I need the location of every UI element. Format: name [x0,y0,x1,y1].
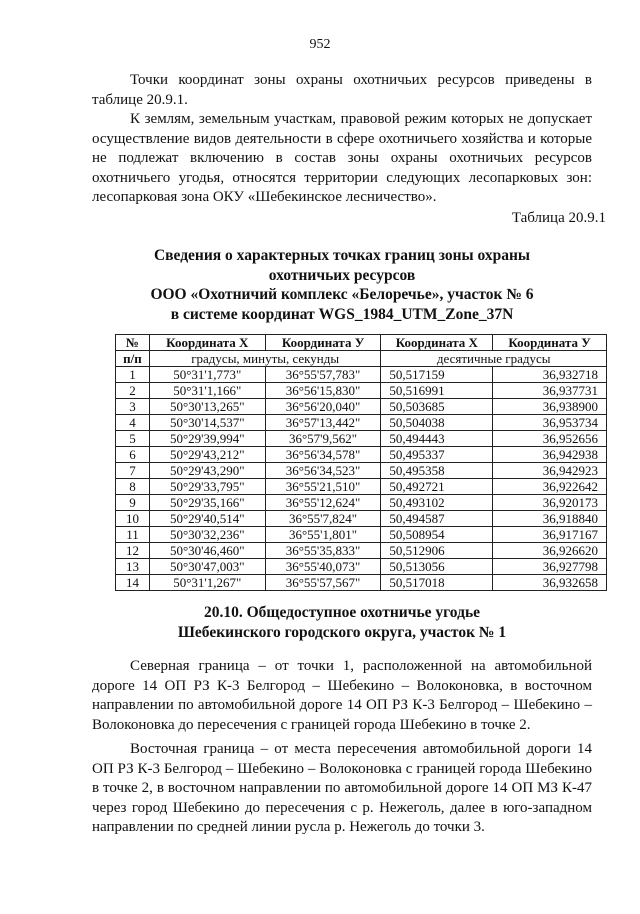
cell-y-dms: 36°56'34,578" [265,447,381,463]
table-row [116,511,607,527]
table-label: Таблица 20.9.1 [511,210,606,226]
table-row [116,479,607,495]
cell-x-decimal: 50,504038 [381,415,493,431]
section-text-1: Северная граница – от точки 1, расположенной на автомобильной дороге 14 ОП РЗ К-3 Белгород – Шебекино – Волоконовка, в восточном направлении по автомобильной дороге 14 ОП РЗ К-3 Белгород – Шебекино – Волоконовка до пересечения с границей города Шебекино в точке 2. [92,658,592,733]
cell-y-decimal: 36,917167 [493,527,607,543]
cell-x-decimal: 50,503685 [381,399,493,415]
cell-x-dms: 50°30'13,265" [149,399,265,415]
cell-y-dms: 36°55'40,073" [265,559,381,575]
cell-x-decimal: 50,494443 [381,431,493,447]
cell-x-decimal: 50,513056 [381,559,493,575]
table-title-line-1: Сведения о характерных точках границ зоны охраны [153,247,531,264]
section-paragraph-2 [92,740,592,838]
cell-y-decimal: 36,932718 [493,367,607,383]
section-title-line-1: 20.10. Общедоступное охотничье угодье [203,604,481,621]
cell-x-dms: 50°29'43,290" [149,463,265,479]
cell-y-decimal: 36,937731 [493,383,607,399]
intro-text-2: К землям, земельным участкам, правовой режим которых не допускает осуществление видов деятельности в сфере охотничьего хозяйства и которые не подлежат включению в состав зоны охраны охотничьих ресурсов охотничьего угодья, относятся территории следующих лесопарковых зон: лесопарковая зона ОКУ «Шебекинское лесничество». [92,111,592,205]
cell-x-decimal: 50,492721 [381,479,493,495]
cell-no: 4 [116,415,150,431]
cell-x-decimal: 50,512906 [381,543,493,559]
cell-y-dms: 36°57'9,562" [265,431,381,447]
cell-y-decimal: 36,927798 [493,559,607,575]
cell-y-decimal: 36,922642 [493,479,607,495]
intro-paragraph-1 [92,71,592,110]
coordinates-table [115,334,607,591]
cell-y-decimal: 36,938900 [493,399,607,415]
cell-no: 1 [116,367,150,383]
header-y-dms: Координата У [265,335,381,351]
header-x-decimal: Координата X [381,335,493,351]
table-row [116,575,607,591]
table-row [116,559,607,575]
cell-no: 10 [116,511,150,527]
table-title [92,246,592,324]
cell-y-dms: 36°55'7,824" [265,511,381,527]
table-row [116,447,607,463]
cell-y-decimal: 36,920173 [493,495,607,511]
cell-no: 9 [116,495,150,511]
table-row [116,527,607,543]
cell-no: 5 [116,431,150,447]
cell-x-decimal: 50,508954 [381,527,493,543]
cell-x-decimal: 50,493102 [381,495,493,511]
cell-x-decimal: 50,495358 [381,463,493,479]
cell-y-dms: 36°56'34,523" [265,463,381,479]
page-number: 952 [309,37,331,52]
cell-y-dms: 36°55'1,801" [265,527,381,543]
cell-y-dms: 36°55'57,783" [265,367,381,383]
table-row [116,367,607,383]
cell-x-dms: 50°29'43,212" [149,447,265,463]
table-row [116,543,607,559]
cell-y-dms: 36°55'35,833" [265,543,381,559]
cell-no: 8 [116,479,150,495]
intro-text-1: Точки координат зоны охраны охотничьих ресурсов приведены в таблице 20.9.1. [92,72,592,108]
cell-y-dms: 36°55'57,567" [265,575,381,591]
cell-y-decimal: 36,932658 [493,575,607,591]
cell-no: 3 [116,399,150,415]
header-y-decimal: Координата У [493,335,607,351]
table-header-row [116,335,607,351]
cell-x-decimal: 50,517159 [381,367,493,383]
table-row [116,383,607,399]
section-paragraph-1 [92,657,592,735]
cell-x-dms: 50°29'33,795" [149,479,265,495]
header-pp: п/п [116,351,150,367]
header-no: № [116,335,150,351]
table-row [116,495,607,511]
table-subheader-row [116,351,607,367]
cell-no: 12 [116,543,150,559]
cell-x-dms: 50°30'32,236" [149,527,265,543]
cell-x-dms: 50°29'35,166" [149,495,265,511]
cell-x-decimal: 50,517018 [381,575,493,591]
intro-paragraph-2 [92,110,592,208]
cell-y-decimal: 36,953734 [493,415,607,431]
cell-x-decimal: 50,494587 [381,511,493,527]
header-unit-decimal: десятичные градусы [381,351,607,367]
table-row [116,463,607,479]
cell-y-dms: 36°55'21,510" [265,479,381,495]
cell-y-dms: 36°55'12,624" [265,495,381,511]
cell-x-dms: 50°29'39,994" [149,431,265,447]
cell-y-decimal: 36,942923 [493,463,607,479]
header-x-dms: Координата X [149,335,265,351]
section-text-2: Восточная граница – от места пересечения автомобильной дороги 14 ОП РЗ К-3 Белгород – Шебекино – Волоконовка с границей города Шебекино в точке 2, в восточном направлении по автомобильной дороге 14 ОП МЗ К-47 через город Шебекино до пересечения с р. Нежеголь, далее в юго-западном направлении по средней линии русла р. Нежеголь до точки 3. [92,741,592,835]
table-row [116,415,607,431]
cell-x-dms: 50°30'47,003" [149,559,265,575]
cell-no: 13 [116,559,150,575]
table-body [116,367,607,591]
cell-x-dms: 50°31'1,166" [149,383,265,399]
cell-no: 14 [116,575,150,591]
cell-x-dms: 50°30'46,460" [149,543,265,559]
cell-no: 2 [116,383,150,399]
cell-x-decimal: 50,516991 [381,383,493,399]
cell-y-dms: 36°56'15,830" [265,383,381,399]
cell-y-dms: 36°56'20,040" [265,399,381,415]
cell-x-dms: 50°31'1,773" [149,367,265,383]
cell-y-decimal: 36,952656 [493,431,607,447]
table-title-line-3: ООО «Охотничий комплекс «Белоречье», участок № 6 [150,286,534,303]
cell-x-decimal: 50,495337 [381,447,493,463]
section-title [92,603,592,643]
cell-x-dms: 50°31'1,267" [149,575,265,591]
table-title-line-4: в системе координат WGS_1984_UTM_Zone_37N [170,305,514,323]
table-row [116,431,607,447]
cell-y-decimal: 36,926620 [493,543,607,559]
section-title-line-2: Шебекинского городского округа, участок № 1 [177,624,507,641]
header-unit-dms: градусы, минуты, секунды [149,351,381,367]
cell-x-dms: 50°29'40,514" [149,511,265,527]
cell-no: 6 [116,447,150,463]
cell-y-decimal: 36,942938 [493,447,607,463]
cell-x-dms: 50°30'14,537" [149,415,265,431]
cell-y-decimal: 36,918840 [493,511,607,527]
table-row [116,399,607,415]
cell-no: 11 [116,527,150,543]
cell-no: 7 [116,463,150,479]
table-title-line-2: охотничьих ресурсов [268,266,416,284]
cell-y-dms: 36°57'13,442" [265,415,381,431]
